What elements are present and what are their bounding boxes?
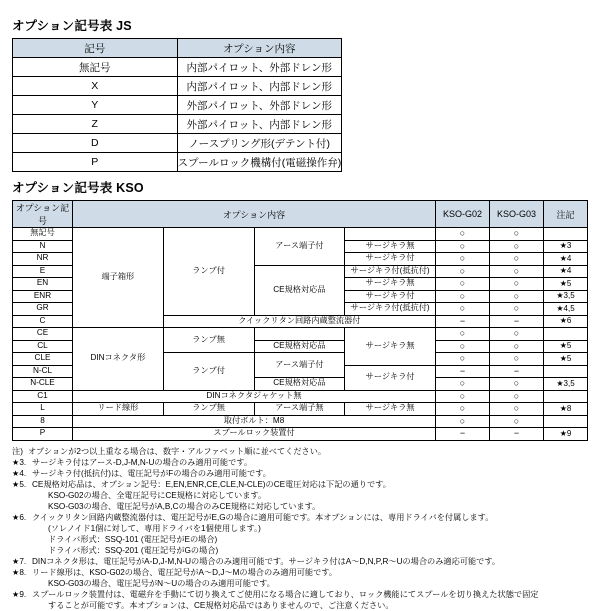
section-title-js: オプション記号表 JS: [12, 16, 588, 34]
table-row: [13, 77, 342, 96]
note-subline: KSO-G02の場合、全電圧記号にCE規格に対応しています。: [12, 490, 588, 501]
table-row: [13, 58, 342, 77]
cell-note: ★5: [544, 353, 588, 366]
cell-note: ★6: [544, 315, 588, 328]
table-row: [13, 428, 588, 441]
cell-surge: サージキラ付: [345, 253, 436, 266]
cell-surge: サージキラ無: [345, 278, 436, 291]
cell-code: E: [13, 265, 73, 278]
cell-surge: サージキラ付: [345, 365, 436, 390]
cell-g03: ○: [490, 403, 544, 416]
cell-g03: −: [490, 365, 544, 378]
note-text: クイックリタン回路内蔵整流器付は、電圧記号がE,Gの場合に適用可能です。本オプションには、専用ドライバを付属します。: [32, 512, 588, 523]
cell-code: ENR: [13, 290, 73, 303]
cell-note: [544, 328, 588, 341]
cell-lamp: ランプ付: [163, 228, 254, 316]
cell-ce: CE規格対応品: [254, 340, 345, 353]
note-subline: KSO-G03の場合、電圧記号がA,B,Cの場合のみCE規格に対応しています。: [12, 501, 588, 512]
note-text: オプションが2つ以上重なる場合は、数字・アルファベット順に並べてください。: [28, 446, 588, 457]
header-content: オプション内容: [73, 201, 436, 228]
cell-g02: ○: [436, 253, 490, 266]
cell-note: ★3: [544, 240, 588, 253]
cell-note: ★4,5: [544, 303, 588, 316]
option-table-js: [12, 38, 342, 172]
note-subline: (ソレノイド1個に対して、専用ドライバを1個使用します。): [12, 523, 588, 534]
cell-g02: ○: [436, 340, 490, 353]
note-subline: ドライバ形式：SSQ-101 (電圧記号がEの場合): [12, 534, 588, 545]
cell-symbol: X: [13, 77, 178, 96]
cell-g02: ○: [436, 390, 490, 403]
cell-g03: ○: [490, 303, 544, 316]
cell-g03: ○: [490, 353, 544, 366]
cell-desc: ノースプリング形(デテント付): [177, 134, 342, 153]
note-item: [12, 457, 588, 468]
cell-g03: ○: [490, 290, 544, 303]
cell-desc: 内部パイロット、内部ドレン形: [177, 77, 342, 96]
table-row: [13, 228, 588, 241]
cell-surge: サージキラ無: [345, 403, 436, 416]
cell-g03: ○: [490, 378, 544, 391]
cell-g03: ○: [490, 228, 544, 241]
cell-group-din: DINコネクタ形: [73, 328, 164, 391]
header-note: 注記: [544, 201, 588, 228]
cell-code: CE: [13, 328, 73, 341]
cell-code: NR: [13, 253, 73, 266]
cell-g03: −: [490, 315, 544, 328]
cell-g03: ○: [490, 253, 544, 266]
cell-g02: ○: [436, 265, 490, 278]
cell-ce: CE規格対応品: [254, 265, 345, 315]
cell-code: N-CL: [13, 365, 73, 378]
note-lead: 注): [12, 446, 28, 457]
table-row: [13, 96, 342, 115]
cell-code: P: [13, 428, 73, 441]
cell-earth: [254, 328, 345, 341]
cell-g02: ○: [436, 290, 490, 303]
cell-desc: スプールロック機構付(電磁操作弁): [177, 153, 342, 172]
note-text: リード線形は、KSO-G02の場合、電圧記号がA〜D,J〜Mの場合のみ適用可能です。: [32, 567, 588, 578]
cell-g02: −: [436, 315, 490, 328]
cell-surge: [345, 228, 436, 241]
note-lead: ★8.: [12, 567, 32, 578]
cell-g03: −: [490, 428, 544, 441]
cell-group-terminal: 端子箱形: [73, 228, 164, 328]
cell-note: ★5: [544, 340, 588, 353]
cell-g02: ○: [436, 403, 490, 416]
cell-spool-lock: スプールロック装置付: [73, 428, 436, 441]
cell-g02: ○: [436, 228, 490, 241]
note-item: [12, 567, 588, 578]
cell-note: ★5: [544, 278, 588, 291]
cell-code: CL: [13, 340, 73, 353]
cell-code: 無記号: [13, 228, 73, 241]
cell-g03: ○: [490, 390, 544, 403]
cell-note: ★4: [544, 265, 588, 278]
notes-block: [12, 446, 588, 611]
note-text: CE規格対応品は、オプション記号：E,EN,ENR,CE,CLE,N-CLE)のCE電圧対応は下記の通りです。: [32, 479, 588, 490]
note-item: [12, 556, 588, 567]
cell-surge: サージキラ無: [345, 328, 436, 366]
cell-bolt: 取付ボルト：M8: [73, 415, 436, 428]
note-lead: ★6.: [12, 512, 32, 523]
cell-symbol: Y: [13, 96, 178, 115]
cell-code: EN: [13, 278, 73, 291]
cell-ce: CE規格対応品: [254, 378, 345, 391]
note-subline: することが可能です。本オプションは、CE規格対応品ではありませんので、ご注意ください。: [12, 600, 588, 611]
cell-note: ★8: [544, 403, 588, 416]
cell-g02: ○: [436, 278, 490, 291]
cell-symbol: D: [13, 134, 178, 153]
note-lead: ★3.: [12, 457, 32, 468]
cell-g03: ○: [490, 240, 544, 253]
cell-surge: サージキラ付(抵抗付): [345, 265, 436, 278]
cell-note: ★9: [544, 428, 588, 441]
note-lead: ★7.: [12, 556, 32, 567]
note-item: [12, 589, 588, 600]
cell-surge: サージキラ付: [345, 290, 436, 303]
cell-earth-none: アース端子無: [254, 403, 345, 416]
header-content: オプション内容: [177, 39, 342, 58]
table-header-row: [13, 39, 342, 58]
table-row: [13, 115, 342, 134]
section-title-kso: オプション記号表 KSO: [12, 178, 588, 196]
cell-code: C1: [13, 390, 73, 403]
note-lead: ★5.: [12, 479, 32, 490]
cell-note: [544, 415, 588, 428]
cell-code: GR: [13, 303, 73, 316]
note-item: [12, 512, 588, 523]
note-lead: ★4.: [12, 468, 32, 479]
cell-g02: ○: [436, 303, 490, 316]
cell-g02: −: [436, 428, 490, 441]
cell-code: 8: [13, 415, 73, 428]
header-code: オプション記号: [13, 201, 73, 228]
cell-g02: ○: [436, 328, 490, 341]
cell-g03: ○: [490, 265, 544, 278]
cell-note: [544, 390, 588, 403]
cell-group-lead: リード線形: [73, 403, 164, 416]
cell-note: [544, 228, 588, 241]
cell-g02: ○: [436, 353, 490, 366]
table-row: [13, 328, 588, 341]
cell-desc: 内部パイロット、外部ドレン形: [177, 58, 342, 77]
table-row: [13, 403, 588, 416]
note-text: サージキラ付はアース-D,J-M,N-Uの場合のみ適用可能です。: [32, 457, 588, 468]
header-g02: KSO-G02: [436, 201, 490, 228]
table-row: [13, 415, 588, 428]
cell-g03: ○: [490, 415, 544, 428]
header-symbol: 記号: [13, 39, 178, 58]
note-text: DINコネクタ形は、電圧記号がA-D,J-M,N-Uの場合のみ適用可能です。サージキラ付はA〜D,N,P,R〜Uの場合のみ適応可能です。: [32, 556, 588, 567]
note-item: [12, 468, 588, 479]
cell-symbol: P: [13, 153, 178, 172]
cell-g03: ○: [490, 340, 544, 353]
note-text: サージキラ付(抵抗付)は、電圧記号がFの場合のみ適用可能です。: [32, 468, 588, 479]
cell-code: N: [13, 240, 73, 253]
cell-earth: アース端子付: [254, 228, 345, 266]
cell-lamp: ランプ付: [163, 353, 254, 391]
table-header-row: [13, 201, 588, 228]
cell-g02: ○: [436, 378, 490, 391]
cell-code: CLE: [13, 353, 73, 366]
cell-note: ★3,5: [544, 378, 588, 391]
cell-code: N-CLE: [13, 378, 73, 391]
cell-code: L: [13, 403, 73, 416]
option-table-kso: [12, 200, 588, 441]
note-item: [12, 479, 588, 490]
note-text: スプールロック装置付は、電磁弁を手動にて切り換えてご使用になる場合に適しており、ロック機能にてスプールを切り換えた状態で固定: [32, 589, 588, 600]
table-row: [13, 134, 342, 153]
cell-g02: ○: [436, 240, 490, 253]
cell-surge: サージキラ無: [345, 240, 436, 253]
cell-note: ★3,5: [544, 290, 588, 303]
cell-g03: ○: [490, 328, 544, 341]
cell-din-jacket: DINコネクタジャケット無: [73, 390, 436, 403]
note-lead: ★9.: [12, 589, 32, 600]
cell-earth: アース端子付: [254, 353, 345, 378]
note-subline: KSO-G03の場合、電圧記号がN〜Uの場合のみ適用可能です。: [12, 578, 588, 589]
cell-symbol: Z: [13, 115, 178, 134]
cell-g02: −: [436, 365, 490, 378]
cell-quickreturn: クイックリタン回路内蔵整流器付: [163, 315, 435, 328]
note-subline: ドライバ形式：SSQ-201 (電圧記号がGの場合): [12, 545, 588, 556]
table-row: [13, 390, 588, 403]
note-intro: [12, 446, 588, 457]
cell-lamp-none: ランプ無: [163, 403, 254, 416]
cell-code: C: [13, 315, 73, 328]
cell-g02: ○: [436, 415, 490, 428]
cell-desc: 外部パイロット、外部ドレン形: [177, 96, 342, 115]
cell-lamp-none: ランプ無: [163, 328, 254, 353]
cell-g03: ○: [490, 278, 544, 291]
cell-surge: サージキラ付(抵抗付): [345, 303, 436, 316]
header-g03: KSO-G03: [490, 201, 544, 228]
cell-note: [544, 365, 588, 378]
cell-desc: 外部パイロット、内部ドレン形: [177, 115, 342, 134]
cell-note: ★4: [544, 253, 588, 266]
cell-symbol: 無記号: [13, 58, 178, 77]
table-row: [13, 153, 342, 172]
